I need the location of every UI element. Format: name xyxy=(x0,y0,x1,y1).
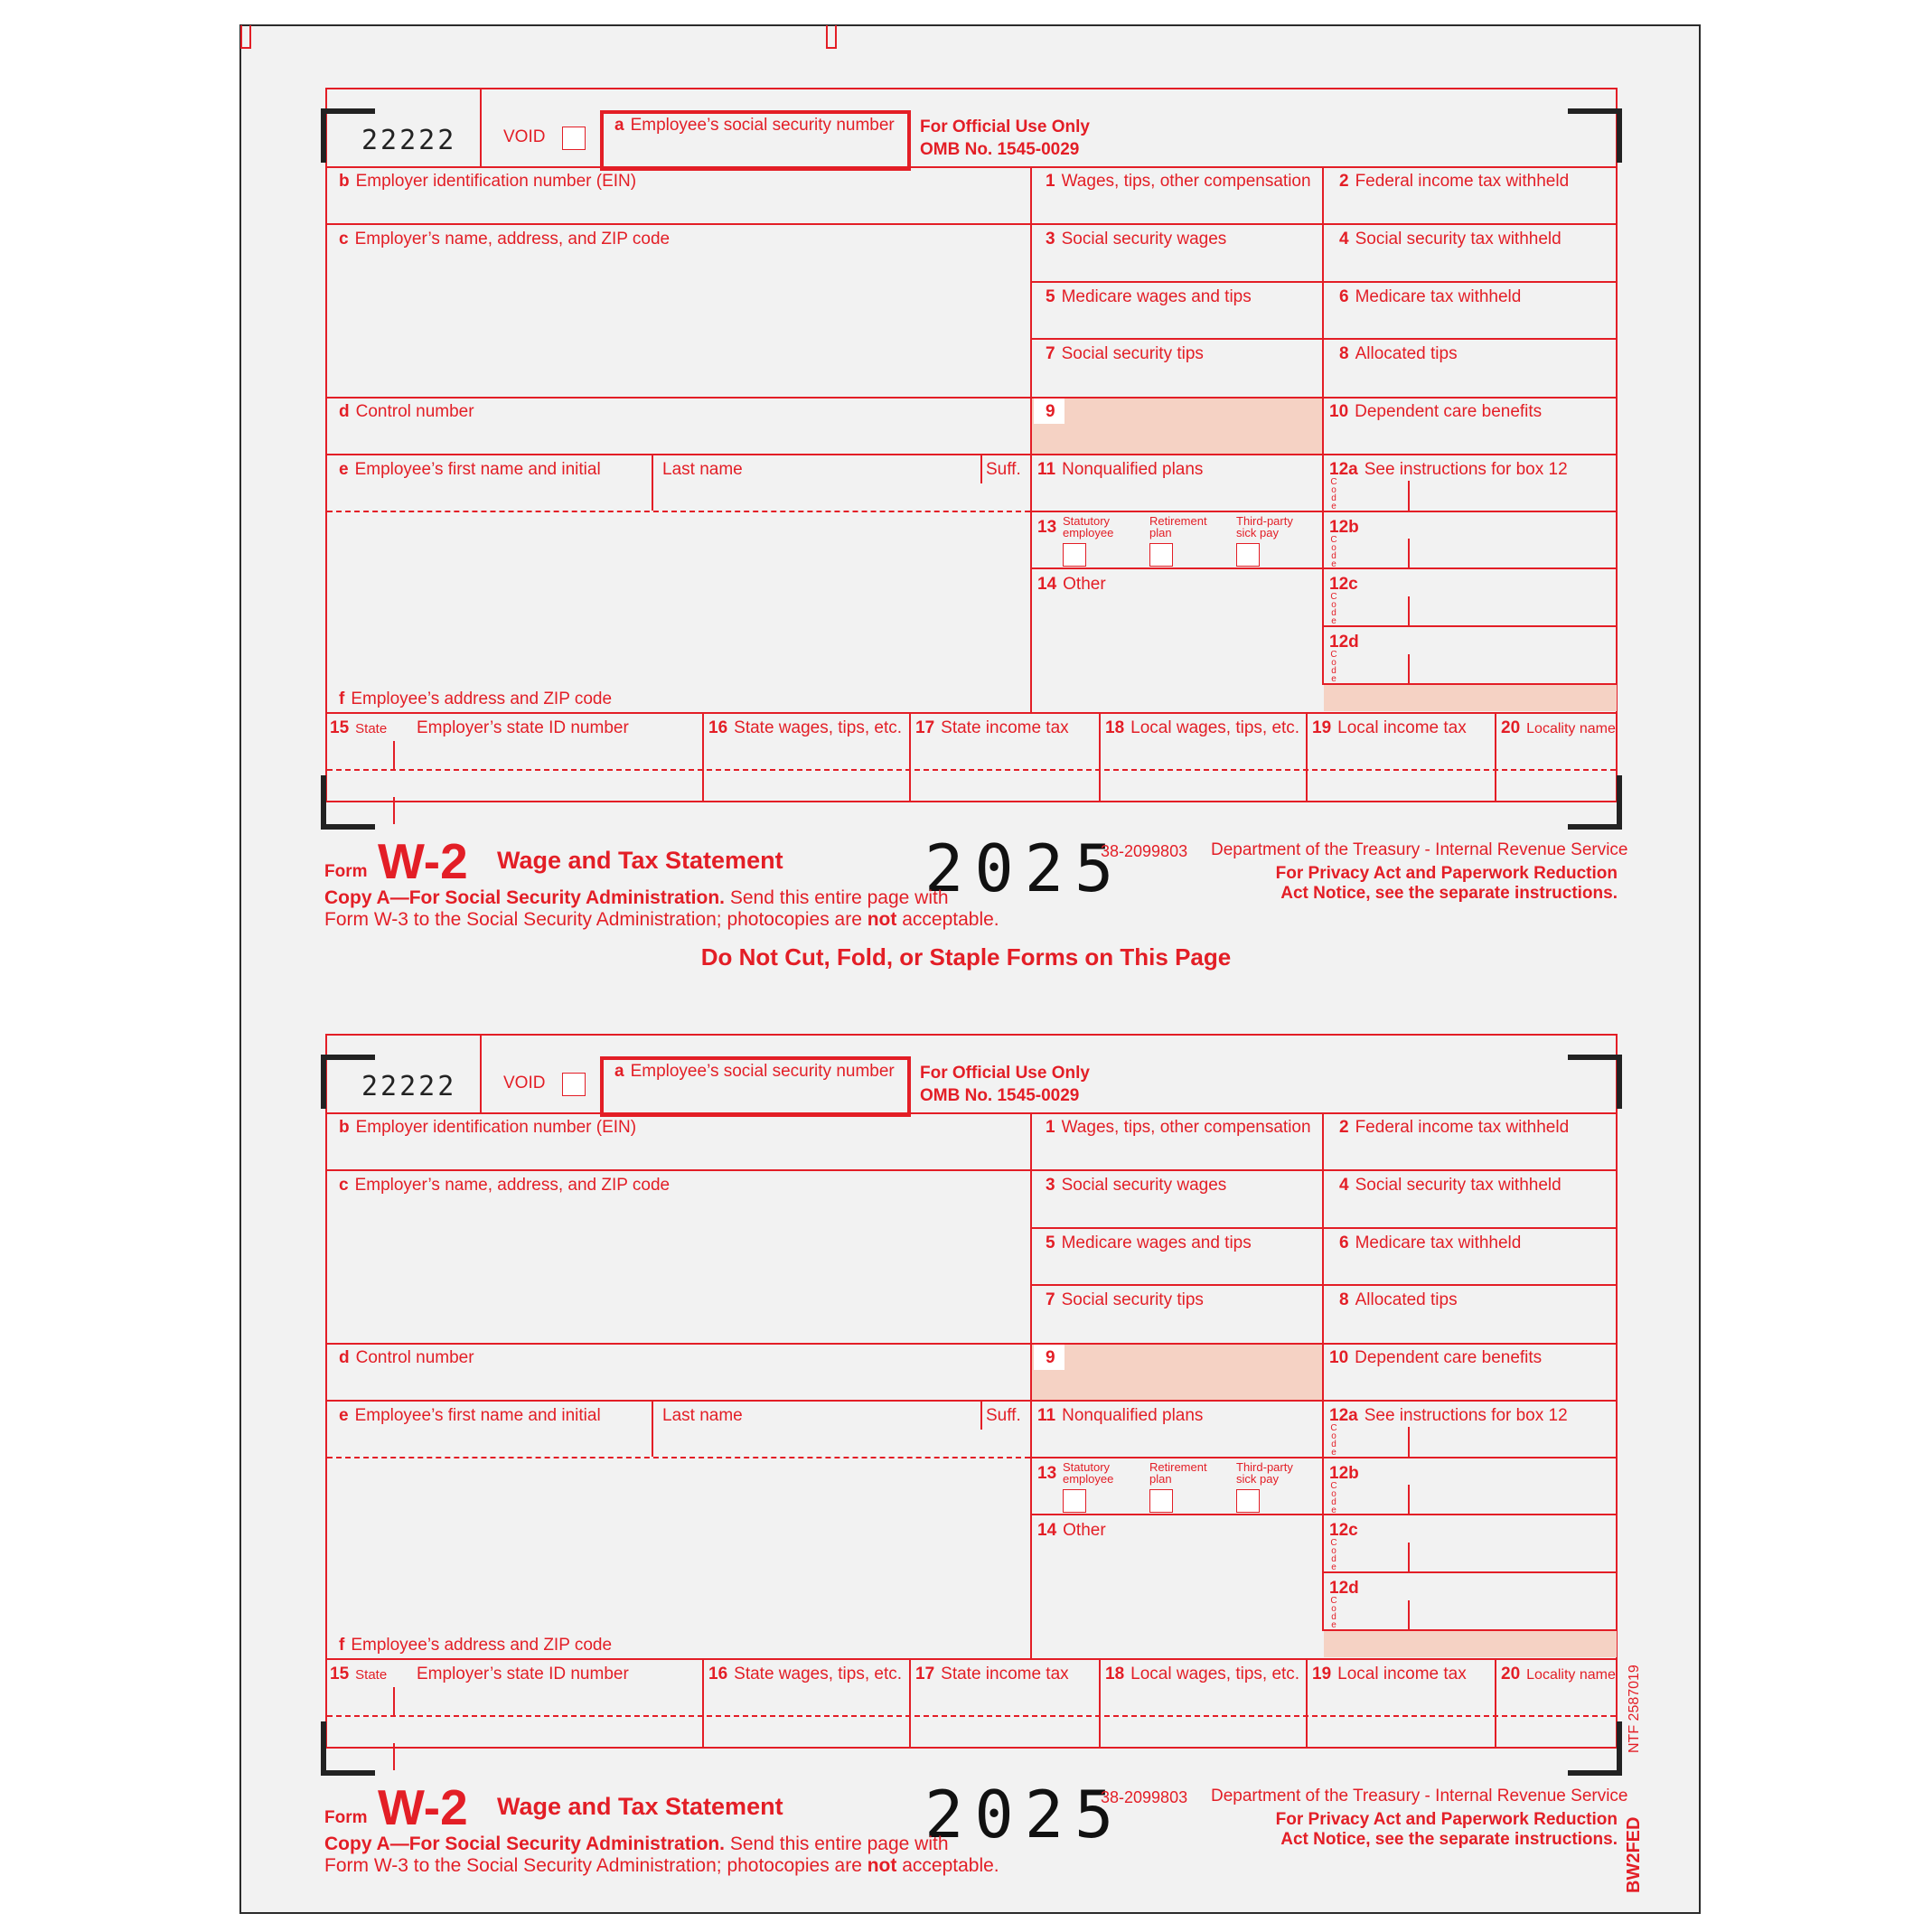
void-label: VOID xyxy=(503,1074,546,1093)
box12a-label: 12a See instructions for box 12 xyxy=(1329,1406,1568,1425)
box-f-label: f Employee’s address and ZIP code xyxy=(339,1636,613,1655)
box12d-code-label: C o d e xyxy=(1330,650,1337,684)
statutory-employee-checkbox[interactable] xyxy=(1063,1489,1086,1513)
tax-year: 2025 xyxy=(924,830,1125,906)
box4-label: 4 Social security tax withheld xyxy=(1339,1176,1562,1195)
box3-label: 3 Social security wages xyxy=(1046,1176,1227,1195)
box12d-label: 12d xyxy=(1329,1579,1359,1598)
box6-label: 6 Medicare tax withheld xyxy=(1339,287,1522,306)
box18-label: 18 Local wages, tips, etc. xyxy=(1105,1665,1300,1683)
statutory-label: Statutory employee xyxy=(1063,1460,1114,1486)
box15-label: 15 State xyxy=(330,718,388,737)
box18-label: 18 Local wages, tips, etc. xyxy=(1105,718,1300,737)
box12d-code-label: C o d e xyxy=(1330,1596,1337,1630)
void-checkbox[interactable] xyxy=(562,127,586,150)
privacy-line-1: For Privacy Act and Paperwork Reduction xyxy=(1275,1810,1618,1829)
box-d-label: d Control number xyxy=(339,402,474,421)
suffix-label: Suff. xyxy=(986,1406,1021,1425)
box12a-code-label: C o d e xyxy=(1330,477,1337,511)
crop-mark xyxy=(1568,108,1622,163)
box5-label: 5 Medicare wages and tips xyxy=(1046,1233,1252,1252)
box12c-label: 12c xyxy=(1329,575,1358,594)
box9-shade xyxy=(1032,1345,1322,1401)
form-code: 22222 xyxy=(361,1071,457,1102)
box-c-label: c Employer’s name, address, and ZIP code xyxy=(339,230,671,249)
thirdparty-label: Third-party sick pay xyxy=(1236,514,1293,539)
void-checkbox[interactable] xyxy=(562,1073,586,1096)
box7-label: 7 Social security tips xyxy=(1046,344,1204,363)
box1-label: 1 Wages, tips, other compensation xyxy=(1046,1118,1311,1137)
retirement-label: Retirement plan xyxy=(1149,514,1207,539)
box9-label: 9 xyxy=(1046,1348,1055,1367)
copy-line-2: Form W-3 to the Social Security Administration; photocopies are not acceptable. xyxy=(324,909,999,930)
box-d-label: d Control number xyxy=(339,1348,474,1367)
box2-label: 2 Federal income tax withheld xyxy=(1339,1118,1570,1137)
box-b-label: b Employer identification number (EIN) xyxy=(339,172,637,191)
crop-mark xyxy=(1568,1055,1622,1109)
box20-label: 20 Locality name xyxy=(1501,1665,1616,1683)
retirement-plan-checkbox[interactable] xyxy=(1149,543,1173,567)
suffix-label: Suff. xyxy=(986,460,1021,479)
third-party-sick-pay-checkbox[interactable] xyxy=(1236,1489,1260,1513)
box12a-label: 12a See instructions for box 12 xyxy=(1329,460,1568,479)
form-word: Form xyxy=(324,862,368,881)
privacy-line-1: For Privacy Act and Paperwork Reduction xyxy=(1275,864,1618,883)
box8-label: 8 Allocated tips xyxy=(1339,344,1458,363)
box-b-label: b Employer identification number (EIN) xyxy=(339,1118,637,1137)
official-use-label: For Official Use Only xyxy=(920,1064,1090,1083)
department-label: Department of the Treasury - Internal Revenue Service xyxy=(1211,840,1628,859)
catalog-number: 38-2099803 xyxy=(1101,1788,1188,1806)
box11-label: 11 Nonqualified plans xyxy=(1037,460,1204,479)
tax-year: 2025 xyxy=(924,1777,1125,1852)
box12a-code-label: C o d e xyxy=(1330,1423,1337,1458)
box20-label: 20 Locality name xyxy=(1501,718,1616,737)
box-a-label: a Employee’s social security number xyxy=(614,116,895,135)
void-label: VOID xyxy=(503,127,546,146)
employer-state-id-label: Employer’s state ID number xyxy=(417,718,629,737)
side-code-bw2fed: BW2FED xyxy=(1624,1816,1644,1893)
box19-label: 19 Local income tax xyxy=(1312,1665,1467,1683)
form-word: Form xyxy=(324,1808,368,1827)
box-f-label: f Employee’s address and ZIP code xyxy=(339,689,613,708)
form-name: W-2 xyxy=(378,833,468,889)
statutory-employee-checkbox[interactable] xyxy=(1063,543,1086,567)
box5-label: 5 Medicare wages and tips xyxy=(1046,287,1252,306)
last-name-label: Last name xyxy=(662,1406,743,1425)
box12b-code-label: C o d e xyxy=(1330,535,1337,569)
box13-label: 13 xyxy=(1037,1464,1057,1483)
box17-label: 17 State income tax xyxy=(915,718,1069,737)
box12c-code-label: C o d e xyxy=(1330,1538,1337,1572)
catalog-number: 38-2099803 xyxy=(1101,842,1188,860)
box16-label: 16 State wages, tips, etc. xyxy=(708,1665,903,1683)
omb-number: OMB No. 1545-0029 xyxy=(920,1086,1080,1105)
statutory-label: Statutory employee xyxy=(1063,514,1114,539)
thirdparty-label: Third-party sick pay xyxy=(1236,1460,1293,1486)
box12d-label: 12d xyxy=(1329,633,1359,652)
crop-mark xyxy=(321,1721,375,1776)
box8-label: 8 Allocated tips xyxy=(1339,1290,1458,1309)
box-e-label: e Employee’s first name and initial xyxy=(339,460,601,479)
side-code-wrap-2 xyxy=(1624,1816,1644,1893)
do-not-cut-warning: Do Not Cut, Fold, or Staple Forms on This Page xyxy=(700,943,1232,971)
crop-mark xyxy=(1568,775,1622,830)
form-title: Wage and Tax Statement xyxy=(497,847,783,874)
box13-label: 13 xyxy=(1037,518,1057,537)
form-name: W-2 xyxy=(378,1779,468,1835)
box14-label: 14 Other xyxy=(1037,575,1106,594)
box9-label: 9 xyxy=(1046,402,1055,421)
crop-mark xyxy=(1568,1721,1622,1776)
form-code: 22222 xyxy=(361,125,457,156)
box12b-code-label: C o d e xyxy=(1330,1481,1337,1515)
privacy-line-2: Act Notice, see the separate instructions. xyxy=(1280,884,1618,903)
side-code-wrap xyxy=(1627,1665,1645,1753)
box12-shade xyxy=(1324,684,1617,711)
employer-state-id-label: Employer’s state ID number xyxy=(417,1665,629,1683)
third-party-sick-pay-checkbox[interactable] xyxy=(1236,543,1260,567)
copy-line-2: Form W-3 to the Social Security Administration; photocopies are not acceptable. xyxy=(324,1855,999,1876)
box15-label: 15 State xyxy=(330,1665,388,1683)
box4-label: 4 Social security tax withheld xyxy=(1339,230,1562,249)
retirement-plan-checkbox[interactable] xyxy=(1149,1489,1173,1513)
box12b-label: 12b xyxy=(1329,1464,1359,1483)
box6-label: 6 Medicare tax withheld xyxy=(1339,1233,1522,1252)
box1-label: 1 Wages, tips, other compensation xyxy=(1046,172,1311,191)
side-code-ntf: NTF 2587019 xyxy=(1627,1665,1642,1753)
box2-label: 2 Federal income tax withheld xyxy=(1339,172,1570,191)
form-title: Wage and Tax Statement xyxy=(497,1793,783,1820)
box10-label: 10 Dependent care benefits xyxy=(1329,1348,1543,1367)
box14-label: 14 Other xyxy=(1037,1521,1106,1540)
box12-shade xyxy=(1324,1630,1617,1657)
copy-line-1: Copy A—For Social Security Administration. Send this entire page with xyxy=(324,1834,949,1854)
retirement-label: Retirement plan xyxy=(1149,1460,1207,1486)
box11-label: 11 Nonqualified plans xyxy=(1037,1406,1204,1425)
box-a-label: a Employee’s social security number xyxy=(614,1062,895,1081)
w2-form-upper xyxy=(0,0,1932,958)
box12c-code-label: C o d e xyxy=(1330,592,1337,626)
box17-label: 17 State income tax xyxy=(915,1665,1069,1683)
copy-line-1: Copy A—For Social Security Administration. Send this entire page with xyxy=(324,887,949,908)
box12c-label: 12c xyxy=(1329,1521,1358,1540)
box3-label: 3 Social security wages xyxy=(1046,230,1227,249)
box16-label: 16 State wages, tips, etc. xyxy=(708,718,903,737)
w2-form-lower xyxy=(0,946,1932,1904)
box7-label: 7 Social security tips xyxy=(1046,1290,1204,1309)
box9-shade xyxy=(1032,399,1322,455)
box-c-label: c Employer’s name, address, and ZIP code xyxy=(339,1176,671,1195)
department-label: Department of the Treasury - Internal Revenue Service xyxy=(1211,1787,1628,1805)
crop-mark xyxy=(321,775,375,830)
official-use-label: For Official Use Only xyxy=(920,117,1090,136)
box19-label: 19 Local income tax xyxy=(1312,718,1467,737)
box10-label: 10 Dependent care benefits xyxy=(1329,402,1543,421)
omb-number: OMB No. 1545-0029 xyxy=(920,140,1080,159)
last-name-label: Last name xyxy=(662,460,743,479)
privacy-line-2: Act Notice, see the separate instructions. xyxy=(1280,1830,1618,1849)
box-e-label: e Employee’s first name and initial xyxy=(339,1406,601,1425)
box12b-label: 12b xyxy=(1329,518,1359,537)
